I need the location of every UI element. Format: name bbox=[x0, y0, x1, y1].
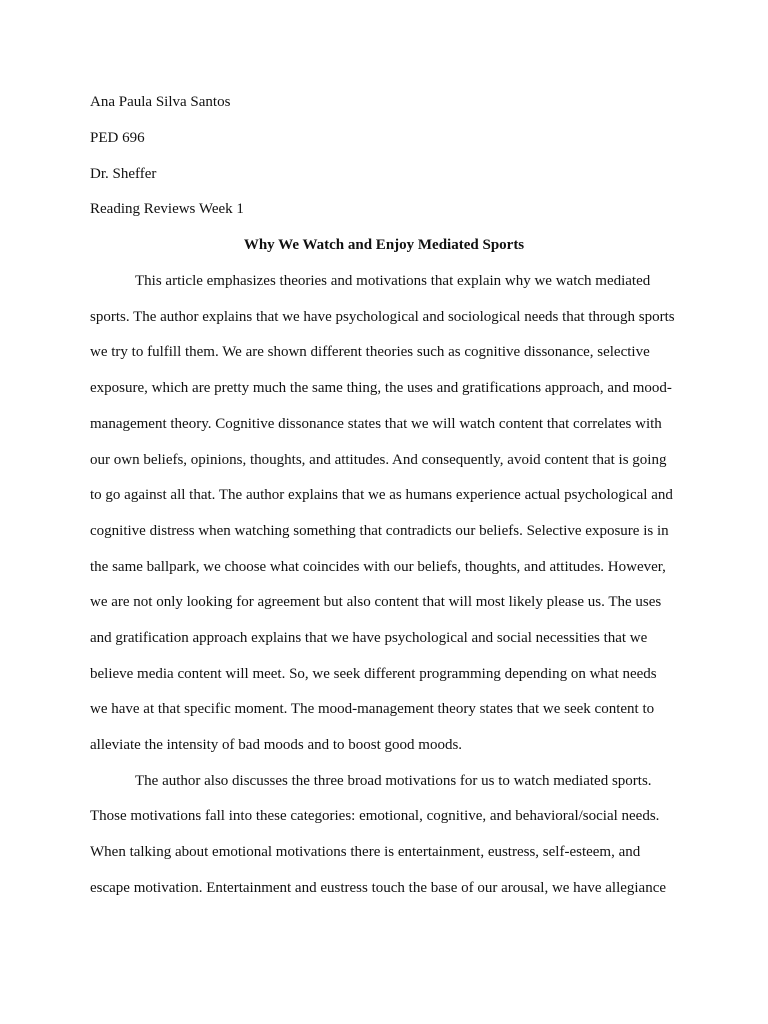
paragraph-line: the same ballpark, we choose what coincides with our beliefs, thoughts, and attitudes. However, bbox=[90, 559, 666, 575]
paragraph-line: and gratification approach explains that we have psychological and social necessities that we bbox=[90, 630, 648, 646]
paragraph-line: we try to fulfill them. We are shown different theories such as cognitive dissonance, selective bbox=[90, 344, 650, 360]
paragraph-line: exposure, which are pretty much the same thing, the uses and gratifications approach, and mood- bbox=[90, 380, 672, 396]
paragraph-line: to go against all that. The author explains that we as humans experience actual psychological and bbox=[90, 487, 673, 503]
paragraph-line: Those motivations fall into these categories: emotional, cognitive, and behavioral/social needs. bbox=[90, 808, 660, 824]
instructor-name: Dr. Sheffer bbox=[90, 166, 157, 182]
author-name: Ana Paula Silva Santos bbox=[90, 94, 231, 110]
paragraph-line: believe media content will meet. So, we seek different programming depending on what needs bbox=[90, 666, 657, 682]
course-code: PED 696 bbox=[90, 130, 145, 146]
assignment-name: Reading Reviews Week 1 bbox=[90, 201, 244, 217]
paragraph-line: cognitive distress when watching something that contradicts our beliefs. Selective exposure is in bbox=[90, 523, 669, 539]
paragraph-line: alleviate the intensity of bad moods and to boost good moods. bbox=[90, 737, 463, 753]
paragraph-line: sports. The author explains that we have psychological and sociological needs that through sports bbox=[90, 309, 675, 325]
paragraph-line: escape motivation. Entertainment and eustress touch the base of our arousal, we have allegiance bbox=[90, 880, 667, 896]
paragraph-line: When talking about emotional motivations there is entertainment, eustress, self-esteem, and bbox=[90, 844, 641, 860]
paragraph-line: This article emphasizes theories and motivations that explain why we watch mediated bbox=[135, 273, 651, 289]
document-title: Why We Watch and Enjoy Mediated Sports bbox=[243, 237, 525, 253]
paragraph-line: The author also discusses the three broad motivations for us to watch mediated sports. bbox=[135, 773, 652, 789]
paragraph-line: management theory. Cognitive dissonance states that we will watch content that correlates with bbox=[90, 416, 662, 432]
paragraph-line: we are not only looking for agreement but also content that will most likely please us. The uses bbox=[90, 594, 662, 610]
paragraph-line: we have at that specific moment. The mood-management theory states that we seek content to bbox=[90, 701, 655, 717]
paragraph-line: our own beliefs, opinions, thoughts, and attitudes. And consequently, avoid content that is going bbox=[90, 452, 667, 468]
